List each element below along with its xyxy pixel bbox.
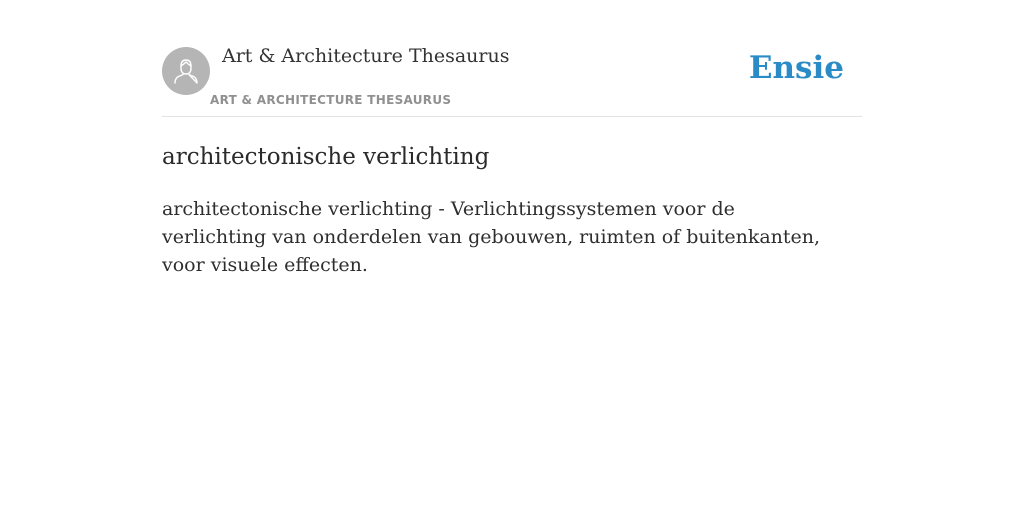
entry-definition: architectonische verlichting - Verlichtingssystemen voor de verlichting van onderdelen van gebouwen, ruimten of buitenkanten, voor visuele effecten. [162, 197, 821, 276]
avatar[interactable] [162, 47, 210, 95]
author-source-link[interactable]: ART & ARCHITECTURE THESAURUS [210, 93, 452, 107]
author-name-link[interactable]: Art & Architecture Thesaurus [222, 45, 510, 67]
entry-title: architectonische verlichting [162, 144, 490, 170]
entry-header [162, 0, 862, 117]
user-icon [171, 56, 201, 86]
page-container [162, 0, 862, 279]
brand-logo[interactable]: Ensie [748, 50, 844, 86]
